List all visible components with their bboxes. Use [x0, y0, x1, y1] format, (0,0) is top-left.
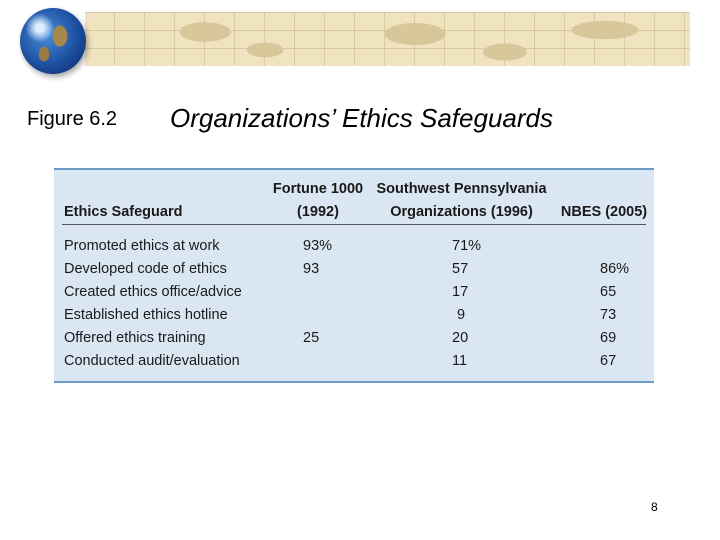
- row-label: Developed code of ethics: [64, 261, 227, 277]
- cell-swpa: 20: [452, 330, 469, 346]
- header-nbes: NBES (2005): [560, 204, 648, 220]
- row-label: Conducted audit/evaluation: [64, 353, 240, 369]
- cell-swpa: 17: [452, 284, 469, 300]
- header-swpa-line1: Southwest Pennsylvania: [376, 181, 547, 197]
- cell-swpa: 57: [452, 261, 469, 277]
- cell-nbes: 69: [600, 330, 617, 346]
- row-label: Created ethics office/advice: [64, 284, 242, 300]
- cell-swpa: 71%: [452, 238, 482, 254]
- header-fortune-line1: Fortune 1000: [272, 181, 364, 197]
- decorative-map-banner: [85, 12, 690, 66]
- slide-title: Organizations’ Ethics Safeguards: [170, 103, 553, 133]
- header-fortune-line2: (1992): [297, 204, 339, 220]
- cell-nbes: 67: [600, 353, 617, 369]
- cell-fortune: 93%: [303, 238, 333, 254]
- header-divider: [62, 224, 646, 225]
- header-ethics-safeguard: Ethics Safeguard: [64, 204, 183, 220]
- cell-nbes: 86%: [600, 261, 630, 277]
- cell-fortune: 25: [303, 330, 320, 346]
- page-number: 8: [651, 500, 658, 514]
- ethics-safeguards-table: [54, 168, 654, 383]
- row-label: Established ethics hotline: [64, 307, 228, 323]
- cell-nbes: 73: [600, 307, 617, 323]
- row-label: Offered ethics training: [64, 330, 206, 346]
- cell-swpa: 9: [457, 307, 466, 323]
- cell-nbes: 65: [600, 284, 617, 300]
- figure-label: Figure 6.2: [27, 108, 118, 130]
- cell-fortune: 93: [303, 261, 320, 277]
- row-label: Promoted ethics at work: [64, 238, 220, 254]
- header-swpa-line2: Organizations (1996): [390, 204, 533, 220]
- cell-swpa: 11: [452, 353, 468, 369]
- globe-icon: [20, 8, 86, 74]
